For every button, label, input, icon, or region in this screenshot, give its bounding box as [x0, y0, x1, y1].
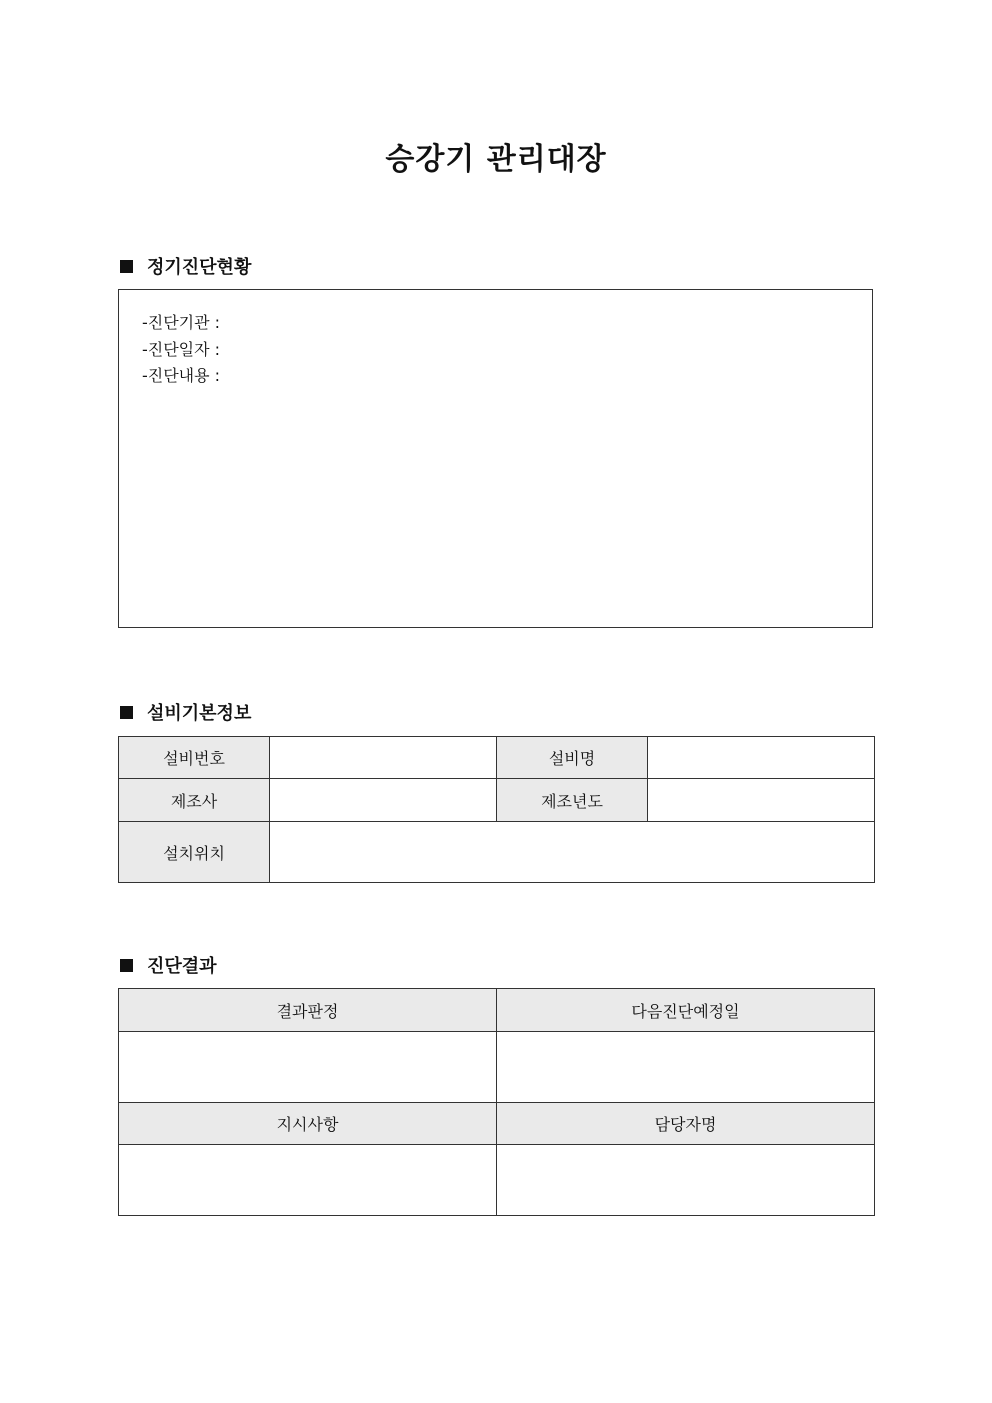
regular-diagnosis-box[interactable] [118, 289, 873, 628]
equipment-name-label: 설비명 [497, 737, 648, 779]
result-judgment-label: 결과판정 [119, 989, 497, 1032]
install-location-label: 설치위치 [119, 822, 270, 883]
instructions-label: 지시사항 [119, 1103, 497, 1145]
diagnosis-content-line: -진단내용 : [142, 366, 221, 385]
equipment-number-label: 설비번호 [119, 737, 270, 779]
table-row [119, 1032, 875, 1103]
manufacturer-field[interactable] [270, 779, 497, 822]
person-in-charge-field[interactable] [497, 1145, 875, 1216]
diagnosis-agency-line: -진단기관 : [142, 313, 221, 332]
equipment-info-table [118, 736, 875, 883]
install-location-field[interactable] [270, 822, 875, 883]
square-bullet-icon [120, 260, 133, 273]
equipment-name-field[interactable] [648, 737, 875, 779]
next-diagnosis-date-field[interactable] [497, 1032, 875, 1103]
square-bullet-icon [120, 959, 133, 972]
instructions-field[interactable] [119, 1145, 497, 1216]
manufacturer-label: 제조사 [119, 779, 270, 822]
diagnosis-result-table [118, 988, 875, 1216]
manufacture-year-field[interactable] [648, 779, 875, 822]
diagnosis-date-line: -진단일자 : [142, 339, 221, 359]
result-judgment-field[interactable] [119, 1032, 497, 1103]
table-row [119, 822, 875, 883]
equipment-info-heading-label: 설비기본정보 [147, 703, 252, 724]
next-diagnosis-date-label: 다음진단예정일 [497, 989, 875, 1032]
table-row [119, 737, 875, 779]
table-row [119, 1145, 875, 1216]
document-title: 승강기 관리대장 [385, 142, 607, 177]
equipment-number-field[interactable] [270, 737, 497, 779]
equipment-info-heading [118, 699, 251, 725]
table-row [119, 989, 875, 1032]
diagnosis-result-heading-label: 진단결과 [147, 956, 217, 977]
diagnosis-result-heading [118, 952, 217, 978]
square-bullet-icon [120, 706, 133, 719]
manufacture-year-label: 제조년도 [497, 779, 648, 822]
person-in-charge-label: 담당자명 [497, 1103, 875, 1145]
table-row [119, 1103, 875, 1145]
regular-diagnosis-heading [118, 253, 251, 279]
table-row [119, 779, 875, 822]
regular-diagnosis-heading-label: 정기진단현황 [147, 257, 252, 278]
